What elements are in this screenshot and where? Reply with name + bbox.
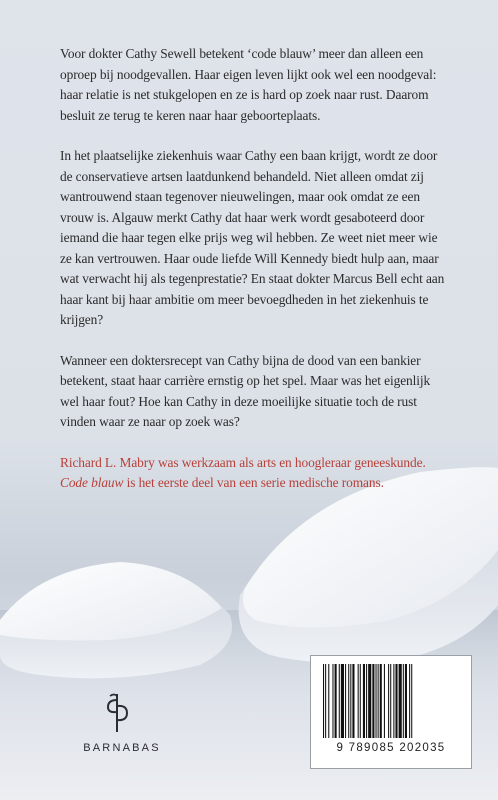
isbn-digits: 9 789085 202035 <box>336 742 446 754</box>
barcode-bar <box>403 664 404 738</box>
barcode-bar <box>395 664 397 738</box>
back-cover-blurb <box>60 44 450 514</box>
barcode-bar <box>352 664 354 738</box>
barcode-bars <box>323 664 459 738</box>
barcode-bar <box>368 664 371 738</box>
blurb-paragraph-2: In het plaatselijke ziekenhuis waar Cathy een baan krijgt, wordt ze door de conservatieve artsen laatdunkend behandeld. Niet alleen omdat zij wantrouwend staan tegenover nieuwelingen, maar ook omdat ze een vrouw is. Algauw merkt Cathy dat haar werk wordt gesaboteerd door iemand die haar tegen elke prijs weg wil hebben. Ze weet niet meer wie ze kan vertrouwen. Haar oude liefde Will Kennedy biedt hulp aan, maar wat verwacht hij als tegenprestatie? En staat dokter Marcus Bell echt aan haar kant bij haar ambitie om meer bevoegdheden in het ziekenhuis te krijgen? <box>60 148 445 327</box>
barcode-bar <box>323 664 324 738</box>
barcode-bar <box>339 664 340 738</box>
barcode-bar <box>411 664 412 738</box>
barcode-bar <box>363 664 365 738</box>
barcode-bar <box>405 664 407 738</box>
barcode-bar <box>409 664 410 738</box>
barcode-bar <box>393 664 394 738</box>
barcode-bar <box>328 664 329 738</box>
author-note-line-1: Richard L. Mabry was werkzaam als arts en hoogleraar geneeskunde. <box>60 454 426 470</box>
barcode-bar <box>366 664 367 738</box>
barcode-bar <box>388 664 389 738</box>
barcode-bar <box>345 664 346 738</box>
barcode-bar <box>376 664 377 738</box>
barcode-bar <box>384 664 385 738</box>
isbn-barcode <box>310 655 472 769</box>
barcode-bar <box>332 664 333 738</box>
blurb-paragraph-3: Wanneer een doktersrecept van Cathy bijna de dood van een bankier betekent, staat haar carrière ernstig op het spel. Maar was het eigenlijk wel haar fout? Hoe kan Cathy in deze moeilijke situatie toch de rust vinden waar ze naar op zoek was? <box>60 352 431 429</box>
barcode-bar <box>325 664 326 738</box>
barcode-bar <box>380 664 382 738</box>
barcode-bar <box>341 664 344 738</box>
barcode-bar <box>358 664 359 738</box>
left-pill <box>0 562 232 678</box>
book-title: Code blauw <box>60 475 124 490</box>
barcode-bar <box>390 664 391 738</box>
barcode-bar <box>350 664 351 738</box>
barcode-bar <box>378 664 379 738</box>
barcode-bar <box>372 664 374 738</box>
barcode-bar <box>335 664 337 738</box>
author-note-line-2: is het eerste deel van een serie medische romans. <box>123 475 384 490</box>
barcode-bar <box>360 664 361 738</box>
barnabas-logo-icon <box>104 692 130 734</box>
publisher-name: BARNABAS <box>83 742 161 754</box>
barcode-bar <box>348 664 349 738</box>
barcode-bar <box>399 664 402 738</box>
blurb-paragraph-1: Voor dokter Cathy Sewell betekent ‘code blauw’ meer dan alleen een oproep bij noodgevallen. Haar eigen leven lijkt ook wel een noodgeval: haar relatie is net stukgelopen en ze is hard op zoek naar rust. Daarom besluit ze terug te keren naar haar geboorteplaats. <box>60 46 437 123</box>
author-note <box>60 453 450 494</box>
